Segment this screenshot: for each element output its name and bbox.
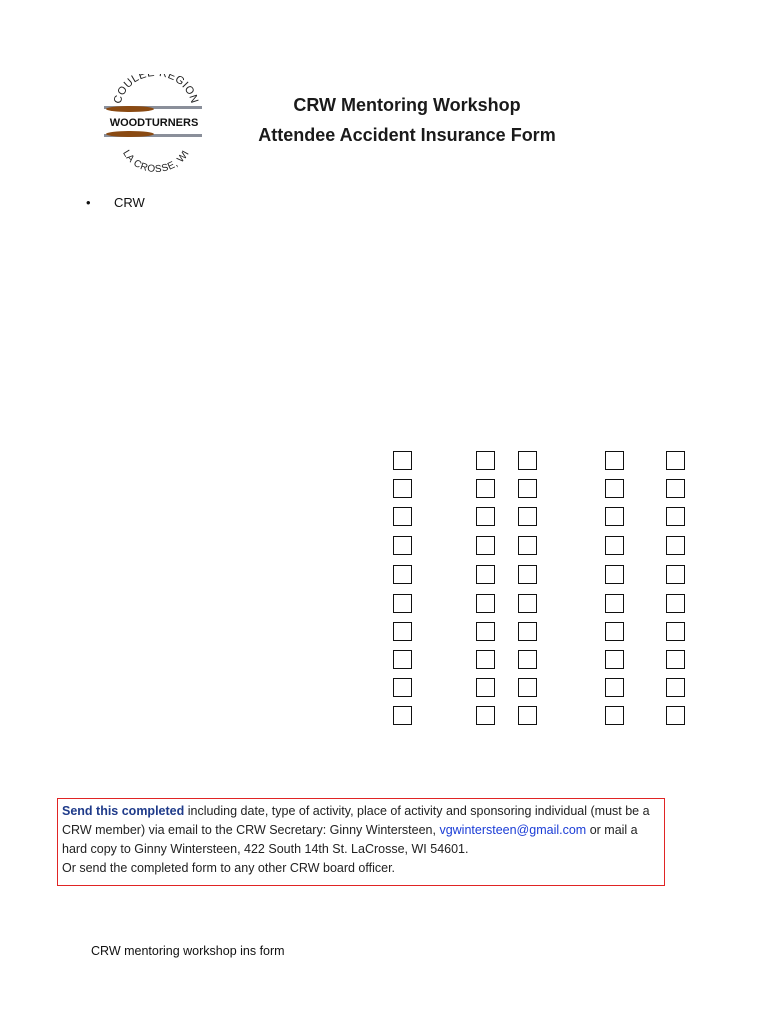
checkbox-c5-r5[interactable] [666, 565, 685, 584]
checkbox-c5-r1[interactable] [666, 451, 685, 470]
checkbox-c2-r6[interactable] [476, 594, 495, 613]
svg-text:LA CROSSE, WI [120, 148, 192, 175]
checkbox-c1-r2[interactable] [393, 479, 412, 498]
secretary-email-link[interactable]: vgwintersteen@gmail.com [439, 823, 587, 837]
checkbox-c3-r4[interactable] [518, 536, 537, 555]
checkbox-c3-r7[interactable] [518, 622, 537, 641]
bullet-marker: • [86, 195, 91, 210]
checkbox-c1-r10[interactable] [393, 706, 412, 725]
checkbox-c1-r4[interactable] [393, 536, 412, 555]
checkbox-c4-r8[interactable] [605, 650, 624, 669]
notice-lead: Send this completed [62, 804, 185, 818]
logo-top-text: COULE EGION [111, 74, 201, 106]
footer-text: CRW mentoring workshop ins form [91, 944, 285, 958]
checkbox-c1-r1[interactable] [393, 451, 412, 470]
checkbox-c1-r6[interactable] [393, 594, 412, 613]
checkbox-c4-r7[interactable] [605, 622, 624, 641]
checkbox-c3-r3[interactable] [518, 507, 537, 526]
checkbox-c1-r7[interactable] [393, 622, 412, 641]
notice-mail-text: or mail a hard copy to Ginny Wintersteen, 422 South 14th St. LaCrosse, WI 54601. [62, 823, 638, 856]
checkbox-c5-r4[interactable] [666, 536, 685, 555]
checkbox-c3-r10[interactable] [518, 706, 537, 725]
checkbox-c2-r10[interactable] [476, 706, 495, 725]
checkbox-c5-r8[interactable] [666, 650, 685, 669]
checkbox-c1-r9[interactable] [393, 678, 412, 697]
checkbox-c4-r3[interactable] [605, 507, 624, 526]
checkbox-c4-r1[interactable] [605, 451, 624, 470]
checkbox-c3-r8[interactable] [518, 650, 537, 669]
checkbox-c3-r2[interactable] [518, 479, 537, 498]
checkbox-c4-r10[interactable] [605, 706, 624, 725]
notice-other-officer: Or send the completed form to any other CRW board officer. [62, 861, 396, 875]
checkbox-c4-r5[interactable] [605, 565, 624, 584]
form-title-line2: Attendee Accident Insurance Form [258, 125, 556, 145]
checkbox-c5-r2[interactable] [666, 479, 685, 498]
checkbox-c2-r5[interactable] [476, 565, 495, 584]
club-logo [100, 74, 208, 178]
checkbox-c2-r1[interactable] [476, 451, 495, 470]
checkbox-c4-r9[interactable] [605, 678, 624, 697]
bullet-text: CRW [114, 195, 145, 210]
logo-bottom-text: LA CROSSE, WI [120, 148, 192, 176]
checkbox-c1-r5[interactable] [393, 565, 412, 584]
checkbox-c3-r1[interactable] [518, 451, 537, 470]
checkbox-c2-r3[interactable] [476, 507, 495, 526]
checkbox-c1-r3[interactable] [393, 507, 412, 526]
submission-notice [57, 798, 665, 886]
checkbox-c4-r6[interactable] [605, 594, 624, 613]
checkbox-c3-r6[interactable] [518, 594, 537, 613]
checkbox-c1-r8[interactable] [393, 650, 412, 669]
svg-text:COULEE REGION [112, 74, 201, 105]
checkbox-c5-r9[interactable] [666, 678, 685, 697]
checkbox-c3-r5[interactable] [518, 565, 537, 584]
checkbox-c2-r2[interactable] [476, 479, 495, 498]
checkbox-c3-r9[interactable] [518, 678, 537, 697]
checkbox-c4-r4[interactable] [605, 536, 624, 555]
checkbox-c2-r9[interactable] [476, 678, 495, 697]
checkbox-c2-r8[interactable] [476, 650, 495, 669]
checkbox-c2-r7[interactable] [476, 622, 495, 641]
checkbox-c5-r6[interactable] [666, 594, 685, 613]
form-title-line1: CRW Mentoring Workshop [293, 95, 521, 115]
logo-center-text: WOODTURNERS [109, 117, 199, 129]
checkbox-c4-r2[interactable] [605, 479, 624, 498]
checkbox-c5-r10[interactable] [666, 706, 685, 725]
checkbox-c2-r4[interactable] [476, 536, 495, 555]
notice-text: including date, type of activity, place of activity and sponsoring individual (must be a CRW member) via email to the CRW Secretary: Ginny Wintersteen, [62, 804, 650, 837]
checkbox-c5-r3[interactable] [666, 507, 685, 526]
checkbox-c5-r7[interactable] [666, 622, 685, 641]
